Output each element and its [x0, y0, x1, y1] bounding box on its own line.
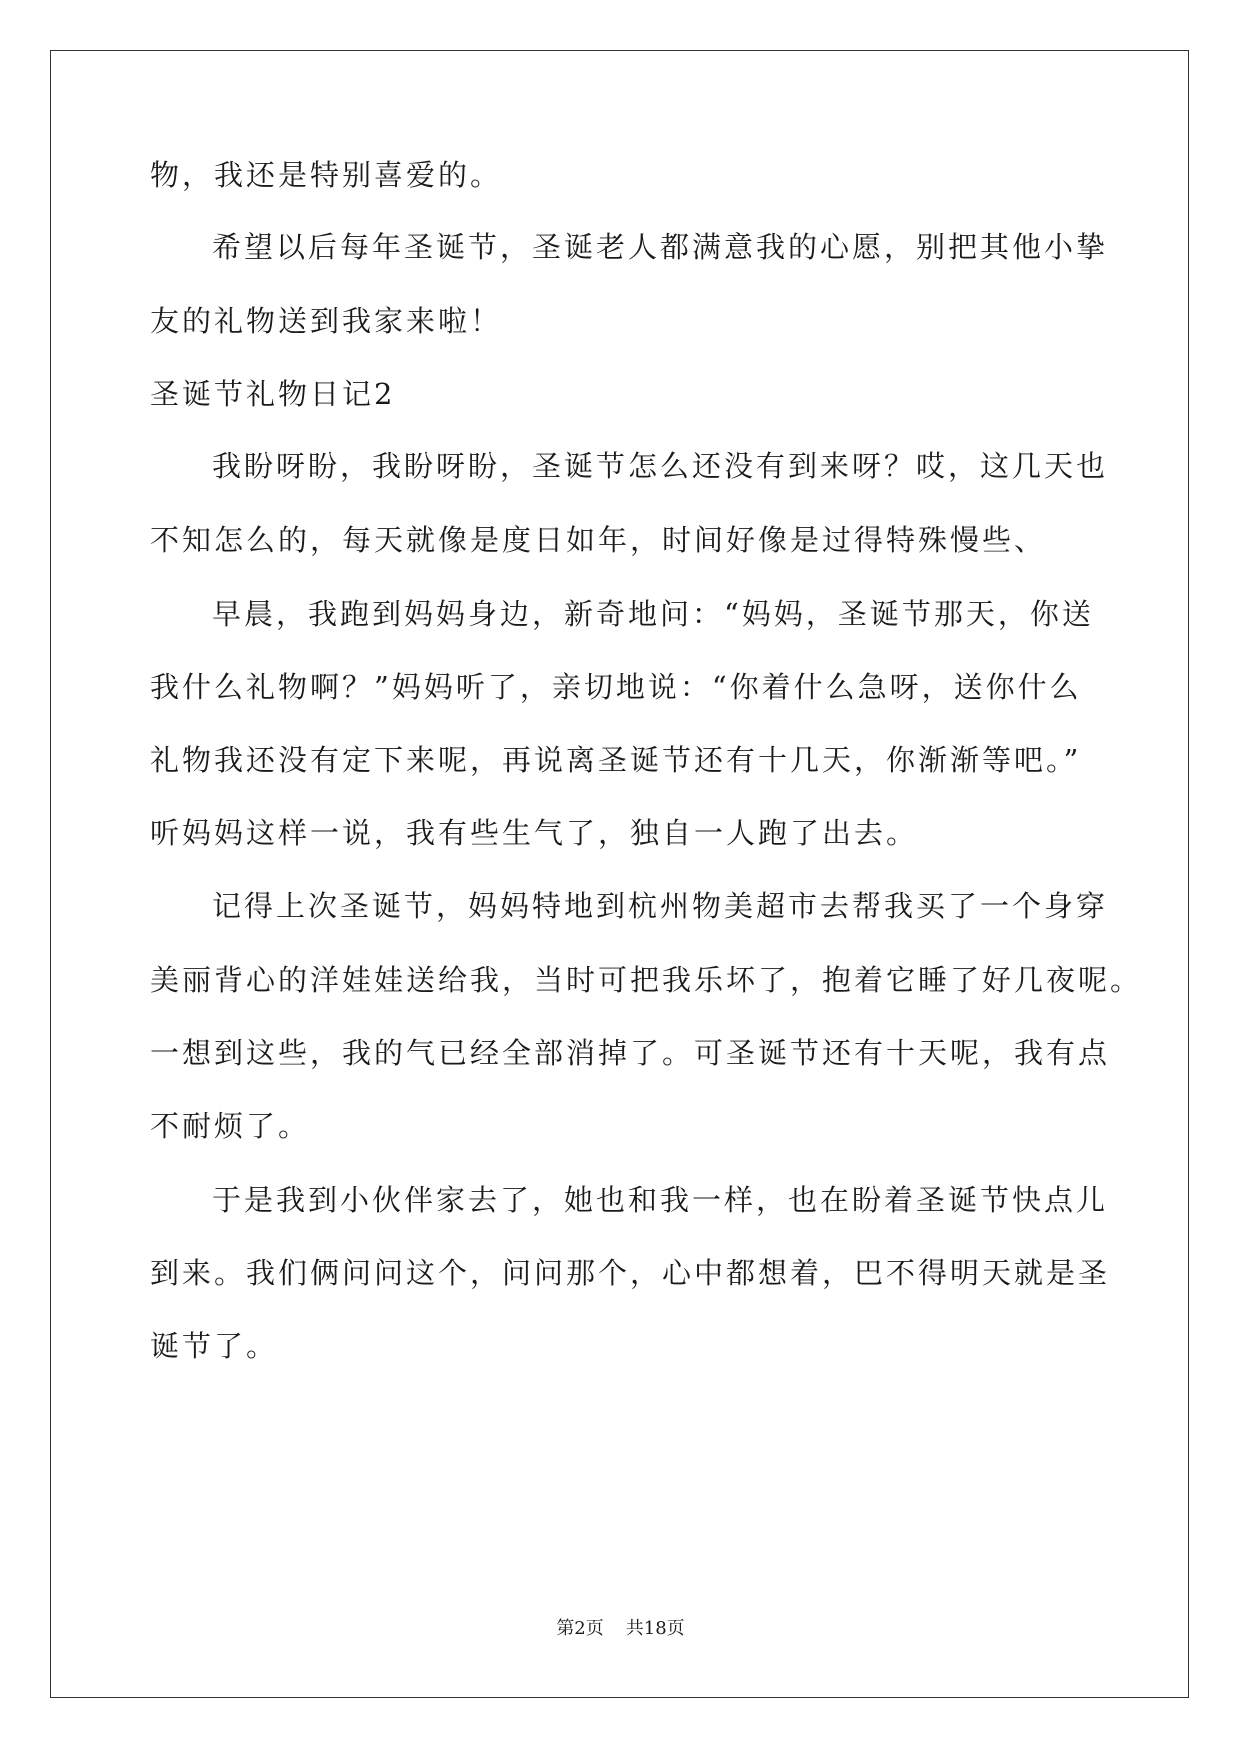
text-line: 我什么礼物啊？”妈妈听了，亲切地说：“你着什么急呀，送你什么 — [150, 670, 1082, 704]
text-line: 物，我还是特别喜爱的。 — [150, 158, 503, 192]
page-footer — [0, 1617, 1241, 1641]
text-line: 到来。我们俩问问这个，问问那个，心中都想着，巴不得明天就是圣 — [150, 1256, 1111, 1290]
text-line: 于是我到小伙伴家去了，她也和我一样，也在盼着圣诞节快点儿 — [212, 1183, 1109, 1217]
page-number: 第2页 — [556, 1618, 604, 1639]
text-line: 听妈妈这样一说，我有些生气了，独自一人跑了出去。 — [150, 816, 919, 850]
text-line: 美丽背心的洋娃娃送给我，当时可把我乐坏了，抱着它睡了好几夜呢。 — [150, 963, 1143, 997]
section-heading: 圣诞节礼物日记2 — [150, 377, 396, 411]
text-line: 诞节了。 — [150, 1329, 279, 1363]
text-line: 一想到这些，我的气已经全部消掉了。可圣诞节还有十天呢，我有点 — [150, 1036, 1111, 1070]
text-line: 记得上次圣诞节，妈妈特地到杭州物美超市去帮我买了一个身穿 — [212, 889, 1109, 923]
text-line: 我盼呀盼，我盼呀盼，圣诞节怎么还没有到来呀？哎，这几天也 — [212, 449, 1109, 483]
text-line: 不知怎么的，每天就像是度日如年，时间好像是过得特殊慢些、 — [150, 523, 1047, 557]
text-line: 不耐烦了。 — [150, 1109, 311, 1143]
page-total: 共18页 — [625, 1618, 685, 1639]
text-line: 礼物我还没有定下来呢，再说离圣诞节还有十几天，你渐渐等吧。” — [150, 743, 1082, 777]
text-line: 希望以后每年圣诞节，圣诞老人都满意我的心愿，别把其他小挚 — [212, 230, 1109, 264]
text-line: 早晨，我跑到妈妈身边，新奇地问：“妈妈，圣诞节那天，你送 — [212, 597, 1094, 631]
text-line: 友的礼物送到我家来啦！ — [150, 304, 503, 338]
page-border — [50, 50, 1189, 1698]
